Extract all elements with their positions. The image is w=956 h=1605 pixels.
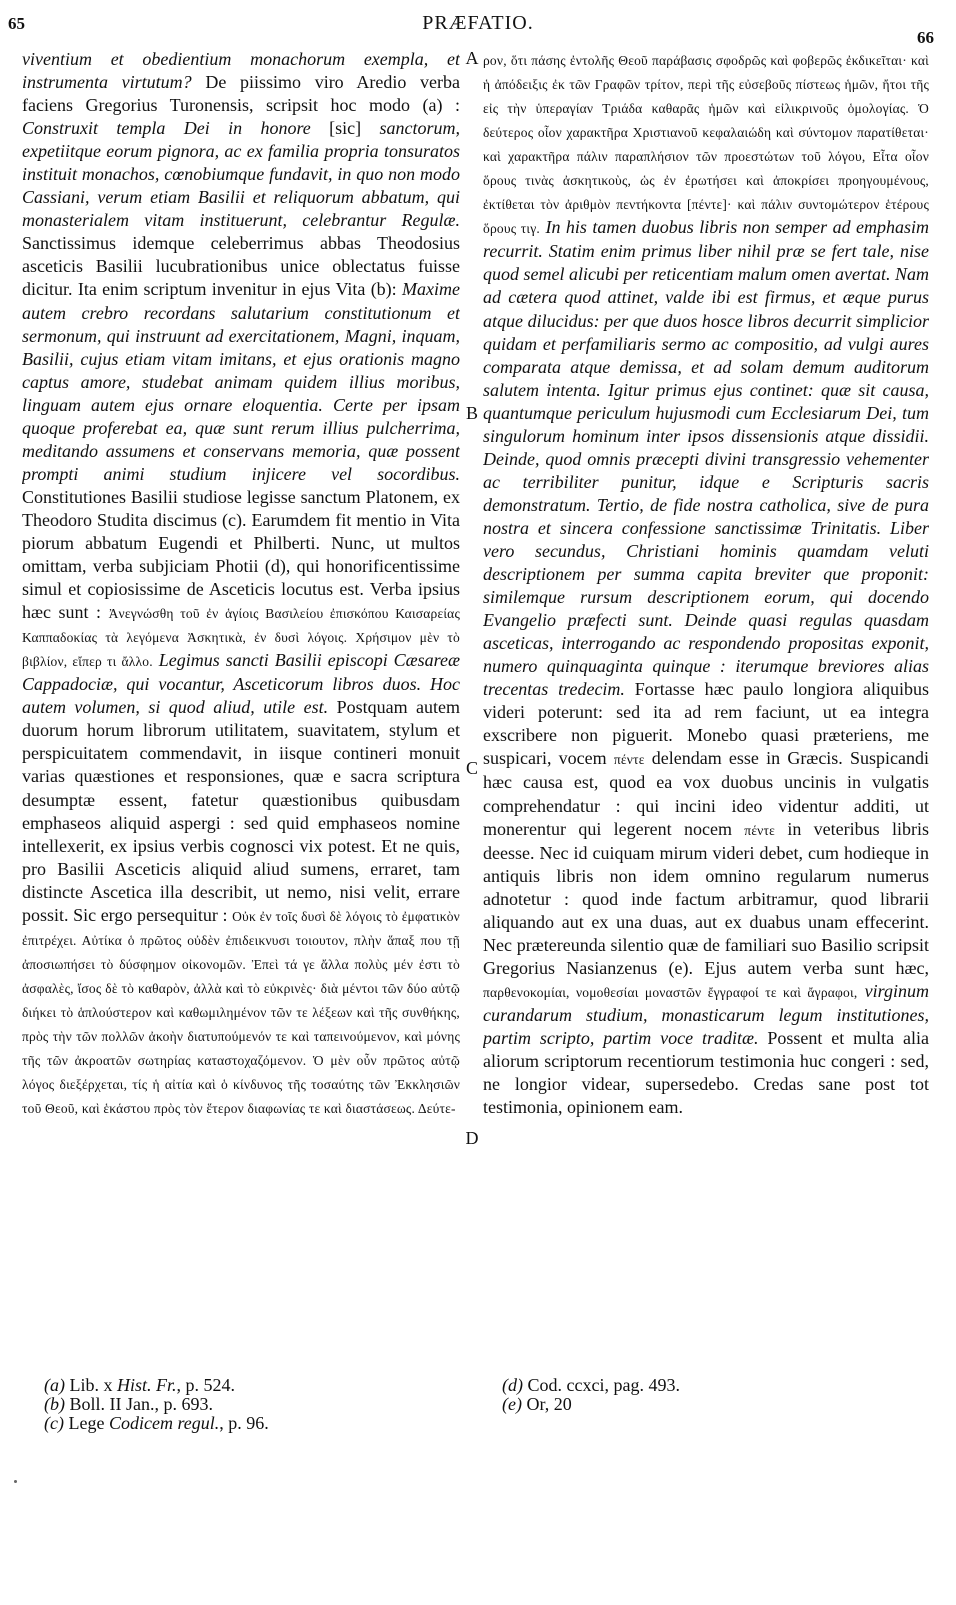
footnote-mark: (a)	[44, 1375, 65, 1395]
right-text-run-10: virginum curandarum studium, monasticarum legum institutiones, partim scripto, partim voce traditæ.	[483, 980, 929, 1048]
left-footnote-0	[44, 1376, 444, 1395]
footnote-text: Cod. ccxci, pag. 493.	[523, 1375, 680, 1395]
right-footnote-0	[502, 1376, 902, 1395]
right-page-number: 66	[917, 28, 934, 47]
margin-marker-a: A	[465, 48, 479, 68]
footnotes	[0, 1376, 956, 1456]
left-text-run-5: Sanctissimus idemque celeberrimus abbas Theodosius asceticis Basilii lucubrationibus unice oblectatus fuisse dicitur. Ita enim scriptum invenitur in ejus Vita (b):	[22, 233, 460, 300]
left-footnote-1	[44, 1395, 444, 1414]
right-text-run-8: παρθενοκομίαι, νομοθεσίαι μοναστῶν ἔγγραφοί τε καὶ ἄγραφοι,	[483, 984, 858, 1000]
right-text-run-6: πέντε	[744, 822, 775, 838]
right-footnote-1	[502, 1395, 902, 1414]
left-text-run-11: Postquam autem duorum horum librorum utilitatem, suavitatem, stylum et perspicuitatem commendavit, in iisque contineri monuit varias quæstiones et responsiones, quæ e sacra scriptura desumptæ essent, fatetur quæstionibus quibusdam emphaseos aliquid aspergi : sed quid emphaseos nomine intellexerit, ex ipsius verbis cognosci vix potest. Et ne quis, pro Basilii Asceticis aliquid aliud sumens, erraret, tam distincte Ascetica illa describit, ut nemo, nisi velit, errare possit. Sic ergo persequitur :	[22, 697, 460, 925]
footnote-mark: (c)	[44, 1413, 64, 1433]
margin-marker-d: D	[465, 1128, 479, 1148]
left-text-run-8: Ἀνεγνώσθη τοῦ ἐν ἁγίοις Βασιλείου ἐπισκόπου Καισαρείας Καππαδοκίας τὰ λεγόμενα Ἀσκητικὰ, ἐν δυσὶ λόγοις. Χρήσιμον μὲν τὸ βιβλίον, εἴπερ τι ἄλλο.	[22, 606, 460, 670]
right-text-run-7: in veteribus libris deesse. Nec id cuiquam mirum videri debet, cum hodieque in antiquis libris non idem omnino regularum numerus adnotetur : quod inde factum arbitramur, quod librarii aliquando aut ex una duas, aut ex duabus unam effecerint. Nec prætereunda silentio quæ de familiari suo Basilio scripsit Gregorius Nasianzenus (e). Ejus autem verba sunt hæc,	[483, 818, 929, 978]
footnote-italic: Codicem regul.	[108, 1413, 220, 1433]
left-text-run-2: Construxit templa Dei in honore	[22, 118, 311, 139]
footnotes-right	[502, 1376, 902, 1414]
margin-marker-c: C	[465, 758, 478, 778]
left-text-run-4: sanctorum, expetiitque eorum pignora, ac ex familia propria tonsuratos instituit monachos, cœnobiumque fundavit, in quo non modo Cassiani, verum etiam Basilii et reliquorum abbatum, qui monasterialem vitam instituerunt, celebrantur Regulæ.	[22, 118, 460, 231]
left-text-run-12: Οὐκ ἐν τοῖς δυσὶ δὲ λόγοις τὸ ἐμφατικὸν ἐπιτρέχει. Αὐτίκα ὁ πρῶτος οὐδὲν ἐπιδεικνυσι τοιουτον, πλὴν ἅπαξ που τῇ ἀποσιωπήσει τὸ δύσφημον οἰκονομῶν. Ἐπεὶ τά γε ἄλλα πολὺς μέν ἐστι τὸ ἀσφαλὲς, ἴσος δὲ τὸ καθαρὸν, ἀλλὰ καὶ τὸ εὐκρινὲς· διὰ μέντοι τῶν δύο αὐτῷ διήκει τὸ ἁπλούστερον καὶ καθωμιλημένον τῶν τε λέξεων καὶ τῆς συνθήκης, πρὸς τὴν τῶν πολλῶν ἀκοὴν διατυπούμενόν τε καὶ ταπεινούμενον, καὶ μόνης τῆς τῶν ἀκροατῶν σωτηρίας καταστοχαζόμενον. Ὁ μὲν οὖν πρῶτος αὐτῷ λόγος διεξέρχεται, τίς ἡ αἰτία καὶ ὁ κίνδυνος τῆς τοσαύτης τῶν Ἐκκλησιῶν τοῦ Θεοῦ, καὶ ἑκάστου πρὸς τὸν ἕτερον διαφωνίας τε καὶ διαστάσεως. Δεύτε-	[22, 908, 460, 1117]
footnote-tail: , p. 96.	[219, 1413, 269, 1433]
footnote-mark: (d)	[502, 1375, 523, 1395]
right-column-paragraph	[483, 48, 929, 1119]
footnote-text: Or, 20	[521, 1394, 572, 1414]
scan-speck	[14, 1480, 17, 1483]
running-title: PRÆFATIO.	[422, 12, 534, 34]
footnote-text: Boll. II Jan., p. 693.	[65, 1394, 213, 1414]
right-text-run-0: ρον, ὅτι πάσης ἐντολῆς Θεοῦ παράβασις σφοδρῶς καὶ φοβερῶς ἐκδικεῖται· καὶ ἡ ἀπόδειξις ἐκ τῶν Γραφῶν τρίτον, περὶ τῆς εὐσεβοῦς πίστεως ἡμῶν, ἤτοι τῆς εἰς τὴν ὑπεραγίαν Τριάδα καθαρᾶς ἡμῶν καὶ εἰλικρινοῦς ὁμολογίας. Ὁ δεύτερος οἷον χαρακτῆρα Χριστιανοῦ κεφαλαιώδη καὶ σύντομον παρατίθεται· καὶ χαρακτῆρα πάλιν παραπλήσιον τῶν προεστώτων τοῦ λόγου, Εἶτα οἷον ὅρους τινὰς ἀσκητικοὺς, ὡς ἐν ἐρωτήσει καὶ ἀποκρίσει προηγουμένους, ἐκτίθεται τὸν ἀριθμὸν πεντήκοντα [πέντε]· καὶ πάλιν συντομώτερον ἑτέρους ὅρους τιγ.	[483, 53, 929, 237]
left-text-run-6: Maxime autem crebro recordans salutarium constitutionum et sermonum, qui instruunt ad exercitationem, Magni, inquam, Basilii, cujus etiam vitam imitans, et ejus orationis magno captus amore, studebat animam quidem illius moribus, linguam autem ejus ornare eloquentia. Certe per ipsam quoque proferebat ea, quæ sunt rerum illius pulcherrima, meditando assumens et conservans memoria, quæ possent prompti animi studium injicere vel socordibus.	[22, 279, 460, 484]
right-text-run-3: Fortasse hæc paulo longiora aliquibus videri poterunt: sed ita ad rem faciunt, ut ea integra exscribere non piguerit. Monebo quasi præteriens, me suspicari, vocem	[483, 679, 929, 769]
left-page-number: 65	[8, 14, 25, 33]
footnotes-left	[44, 1376, 444, 1433]
footnote-text: Lib. x	[65, 1375, 117, 1395]
left-footnote-2	[44, 1414, 444, 1433]
left-text-run-7: Constitutiones Basilii studiose legisse sanctum Platonem, ex Theodoro Studita discimus (c). Earumdem fit mentio in Vita piorum abbatum Eugendi et Philberti. Nunc, ut multos omittam, verba subjiciam Photii (d), qui honorificentissime simul et copiosissime de Asceticis locutus est. Verba ipsius hæc sunt :	[22, 486, 460, 623]
left-text-run-10: Legimus sancti Basilii episcopi Cæsareæ Cappadociæ, qui vocantur, Asceticorum libros duos. Hoc autem volumen, si quod aliud, utile est.	[22, 650, 460, 718]
right-text-run-11: Possent et multa alia aliorum scriptorum recentiorum testimonia huc congeri : sed, ne longior videar, supersedebo. Credas sane post tot testimonia, opinionem eam.	[483, 1027, 929, 1118]
footnote-mark: (e)	[502, 1394, 522, 1414]
right-text-run-2: In his tamen duobus libris non semper ad emphasim recurrit. Statim enim primus liber nihil præ se fert tale, nise quod semel alicubi per reticentiam malum omen avertat. Nam ad cætera quod attinet, valde ibi est firmus, et æque purus atque dilucidus: per que duos hosce libros decurrit simplicior quidam et perfamiliaris sermo ac compositio, ad vulgi aures comparata atque demissa, et ad solam demum auditorum salutem intenta. Igitur primus ejus continet: quæ sit causa, quantumque periculum hujusmodi cum Ecclesiarum Dei, tum singulorum hominum inter ipsos dissensionis atque dissidii. Deinde, quod omnis præcepti divini transgressio vehementer ac terribiliter punitur, idque e Scripturis sacris demonstratum. Tertio, de fide nostra catholica, sive de pura nostra et sincera confessione sanctissimæ Trinitatis. Liber vero secundus, Christiani hominis quamdam veluti descriptionem per summa capita breviter que proponit: similemque rursum descriptionem eorum, qui docendo Evangelio præfecti sunt. Deinde quasi regulas quasdam asceticas, interrogando ac respondendo propositas exponit, numero quinquaginta quinque : iterumque breviores alias trecentas tredecim.	[483, 217, 929, 700]
right-text-run-9	[857, 981, 864, 1001]
page-header	[0, 12, 956, 47]
left-text-column	[22, 48, 460, 1348]
footnote-tail: , p. 524.	[176, 1375, 236, 1395]
left-text-run-1: De piissimo viro Aredio verba faciens Gregorius Turonensis, scripsit hoc modo (a) :	[22, 72, 460, 116]
left-text-run-0: viventium et obedientium monachorum exempla, et instrumenta virtutum?	[22, 49, 460, 93]
right-text-column	[483, 48, 929, 1348]
left-column-paragraph	[22, 48, 460, 1120]
left-text-run-3: [sic]	[310, 118, 380, 139]
right-text-run-4: πέντε	[613, 752, 645, 768]
footnote-italic: Hist. Fr.	[117, 1375, 177, 1395]
right-text-run-5: delendam esse in Græcis. Suspicandi hæc causa est, quod ea vox duobus uncinis in vulgatis comprehendatur : qui incini ideo videntur additi, ut monerentur qui legerent nocem	[483, 748, 929, 839]
margin-marker-b: B	[465, 403, 478, 423]
footnote-text: Lege	[63, 1413, 109, 1433]
footnote-mark: (b)	[44, 1394, 65, 1414]
